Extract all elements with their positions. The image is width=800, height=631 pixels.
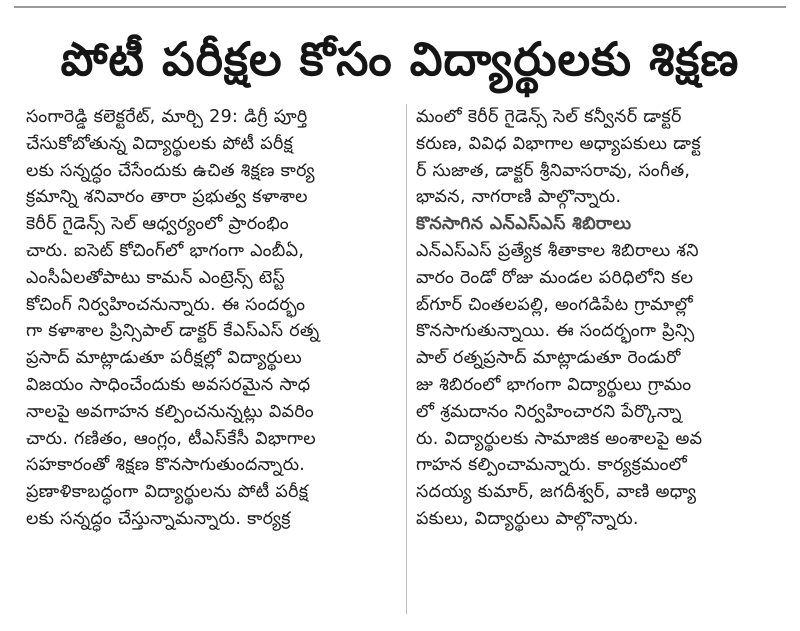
body-line: సంగారెడ్డి కలెక్టరేట్, మార్చి 29: డిగ్రీ పూర్తి	[26, 107, 308, 127]
article-left-column	[26, 104, 398, 533]
body-line: ఎన్ఎస్ఎస్ ప్రత్యేక శీతాకాల శిబిరాలు శని	[416, 240, 699, 261]
body-line: చారు. గణితం, ఆంగ్లం, టీఎస్‌కేసీ విభాగాల	[26, 428, 317, 449]
body-line: కోచింగ్ నిర్వహించనున్నారు. ఈ సందర్భం	[26, 294, 306, 315]
body-line: లకు సన్నద్ధం చేస్తున్నామన్నారు. కార్యక్ర	[26, 508, 291, 529]
body-line: సహకారంతో శిక్షణ కొనసాగుతుందన్నారు.	[26, 455, 306, 476]
body-line: గా కళాశాల ప్రిన్సిపాల్ డాక్టర్ కేఎస్ఎస్ రత్న	[26, 321, 320, 342]
body-line: ర్ సుజాత, డాక్టర్ శ్రీనివాసరావు, సంగీత,	[416, 160, 691, 181]
body-line: కొనసాగుతున్నాయి. ఈ సందర్భంగా ప్రిన్సి	[416, 321, 695, 342]
body-line: చేసుకోబోతున్న విద్యార్థులకు పోటీ పరీక్ష	[26, 133, 294, 154]
body-line: పకులు, విద్యార్థులు పాల్గొన్నారు.	[416, 508, 639, 529]
body-line: ప్రణాళికాబద్ధంగా విద్యార్థులను పోటీ పరీక్ష	[26, 482, 309, 503]
body-line: విజయం సాధించేందుకు అవసరమైన సాధ	[26, 374, 311, 395]
body-line: జు శిబిరంలో భాగంగా విద్యార్థులు గ్రామం	[416, 374, 692, 395]
body-line: క్రమాన్ని శనివారం తారా ప్రభుత్వ కళాశాల	[26, 187, 308, 208]
body-line: బ్‌గూర్ చింతలపల్లి, అంగడిపేట గ్రామాల్లో	[416, 294, 693, 315]
body-line: ఎంసీఏలతోపాటు కామన్ ఎంట్రెన్స్ టెస్ట్	[26, 267, 286, 288]
article-right-column	[416, 104, 786, 533]
body-line: కెరీర్ గైడెన్స్ సెల్ ఆధ్వర్యంలో ప్రారంభిం	[26, 214, 289, 235]
body-line: వారం రెండో రోజు మండల పరిధిలోని కల	[416, 267, 694, 288]
body-line: లో శ్రమదానం నిర్వహించారని పేర్కొన్నా	[416, 401, 682, 422]
body-line: నాలపై అవగాహన కల్పించనున్నట్లు వివరిం	[26, 401, 314, 422]
body-line: మంలో కెరీర్ గైడెన్స్ సెల్ కన్వీనర్ డాక్టర్	[416, 107, 682, 127]
headline: పోటీ పరీక్షల కోసం విద్యార్థులకు శిక్షణ	[60, 32, 740, 86]
body-line: భావన, నాగరాణి పాల్గొన్నారు.	[416, 187, 622, 208]
body-line: గాహన కల్పించామన్నారు. కార్యక్రమంలో	[416, 455, 688, 476]
section-subheading: కొనసాగిన ఎన్ఎస్ఎస్ శిబిరాలు	[416, 214, 632, 235]
top-rule	[14, 6, 786, 8]
body-line: ప్రసాద్ మాట్లాడుతూ పరీక్షల్లో విద్యార్థులు	[26, 348, 303, 369]
body-line: కరుణ, వివిధ విభాగాల అధ్యాపకులు డాక్ట	[416, 133, 701, 154]
body-line: రు. విద్యార్థులకు సామాజిక అంశాలపై అవ	[416, 428, 703, 449]
body-line: పాల్ రత్నప్రసాద్ మాట్లాడుతూ రెండురో	[416, 348, 681, 369]
body-line: సదయ్య కుమార్, జగదీశ్వర్, వాణి అధ్యా	[416, 482, 697, 503]
body-line: చారు. ఐసెట్ కోచింగ్‌లో భాగంగా ఎంబీఏ,	[26, 240, 305, 261]
column-divider	[406, 104, 407, 614]
body-line: లకు సన్నద్ధం చేసేందుకు ఉచిత శిక్షణ కార్య	[26, 160, 315, 181]
